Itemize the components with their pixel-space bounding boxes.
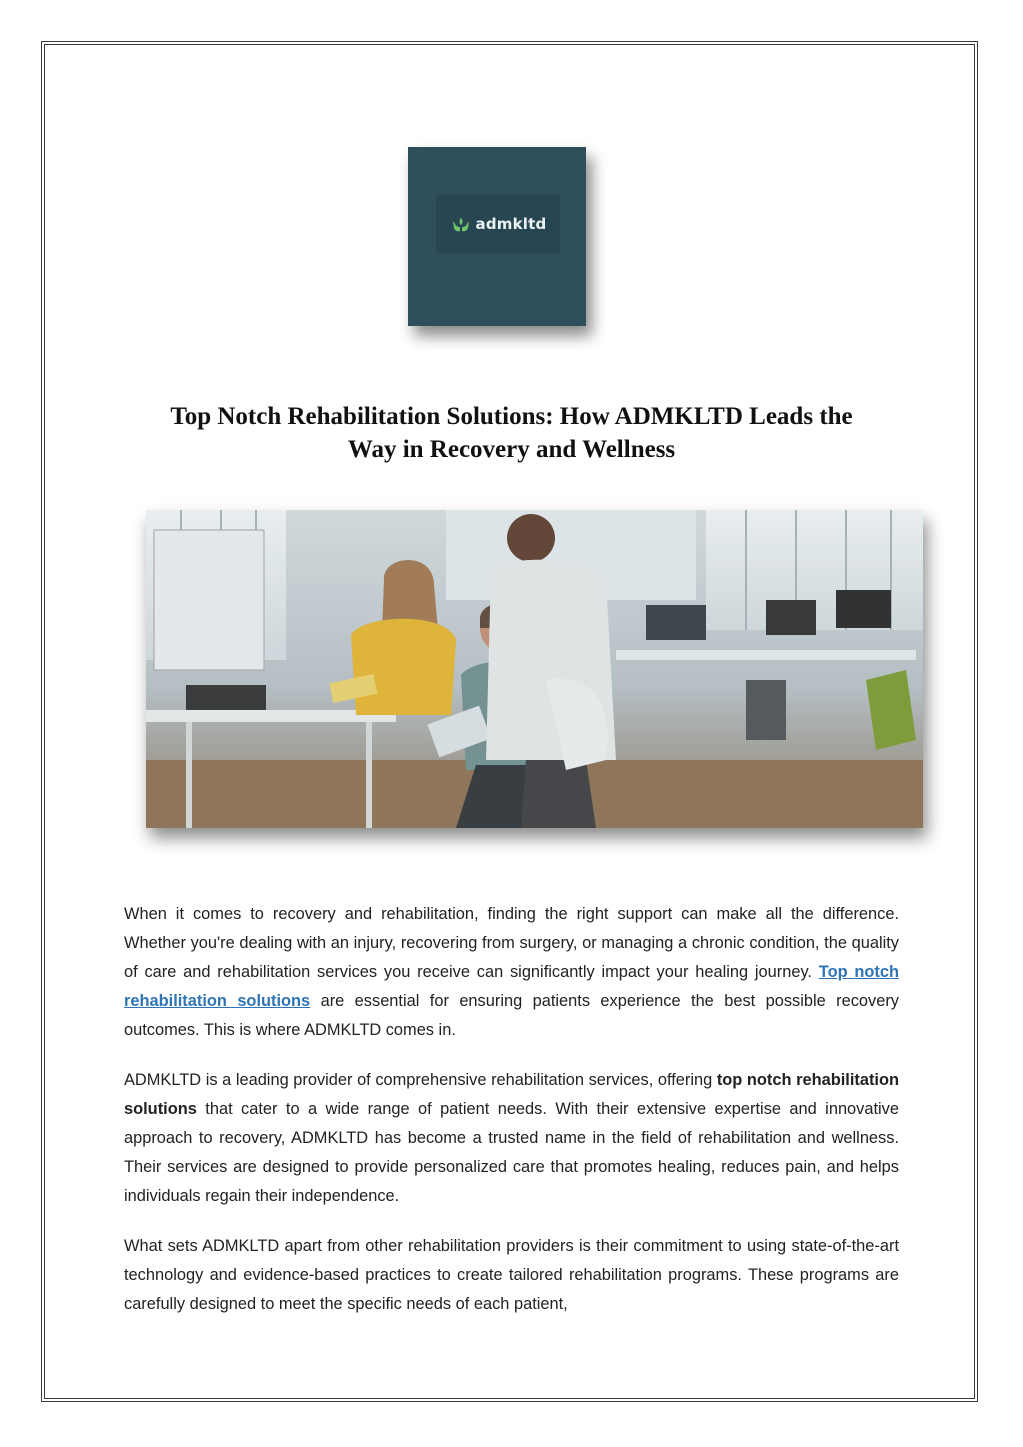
paragraph-2: [124, 1066, 899, 1211]
paragraph-2-text-after: that cater to a wide range of patient needs. With their extensive expertise and innovative approach to recovery, ADMKLTD has become a trusted name in the field of rehabilitation and wellness. Their services are designed to provide personalized care that promotes healing, reduces pain, and helps individuals regain their independence.: [124, 1100, 899, 1205]
paragraph-1-text-before: When it comes to recovery and rehabilitation, finding the right support can make all the difference. Whether you're dealing with an injury, recovering from surgery, or managing a chronic condition, the quality of care and rehabilitation services you receive can significantly impact your healing journey.: [124, 905, 899, 981]
hands-plant-icon: [450, 213, 472, 235]
logo-box: [408, 147, 586, 326]
article-body: [124, 900, 899, 1340]
rehab-solutions-link[interactable]: Top notch rehabilitation solutions: [124, 963, 900, 1010]
office-consultation-photo: [146, 510, 923, 828]
photo-illustration: [146, 510, 923, 828]
paragraph-1-text-after: are essential for ensuring patients experience the best possible recovery outcomes. This is where ADMKLTD comes in.: [124, 992, 899, 1039]
logo-band: [436, 195, 560, 253]
paragraph-2-bold-phrase: top notch rehabilitation solutions: [124, 1071, 899, 1118]
page-title: [110, 400, 913, 466]
title-line-2: Way in Recovery and Wellness: [347, 436, 676, 463]
paragraph-3: What sets ADMKLTD apart from other rehabilitation providers is their commitment to using state-of-the-art technology and evidence-based practices to create tailored rehabilitation programs. These programs are carefully designed to meet the specific needs of each patient,: [124, 1237, 899, 1313]
title-line-1: Top Notch Rehabilitation Solutions: How ADMKLTD Leads the: [170, 403, 853, 430]
paragraph-2-text-before: ADMKLTD is a leading provider of comprehensive rehabilitation services, offering: [124, 1071, 717, 1089]
paragraph-1: [124, 900, 899, 1045]
logo-text: admkltd: [475, 215, 547, 233]
